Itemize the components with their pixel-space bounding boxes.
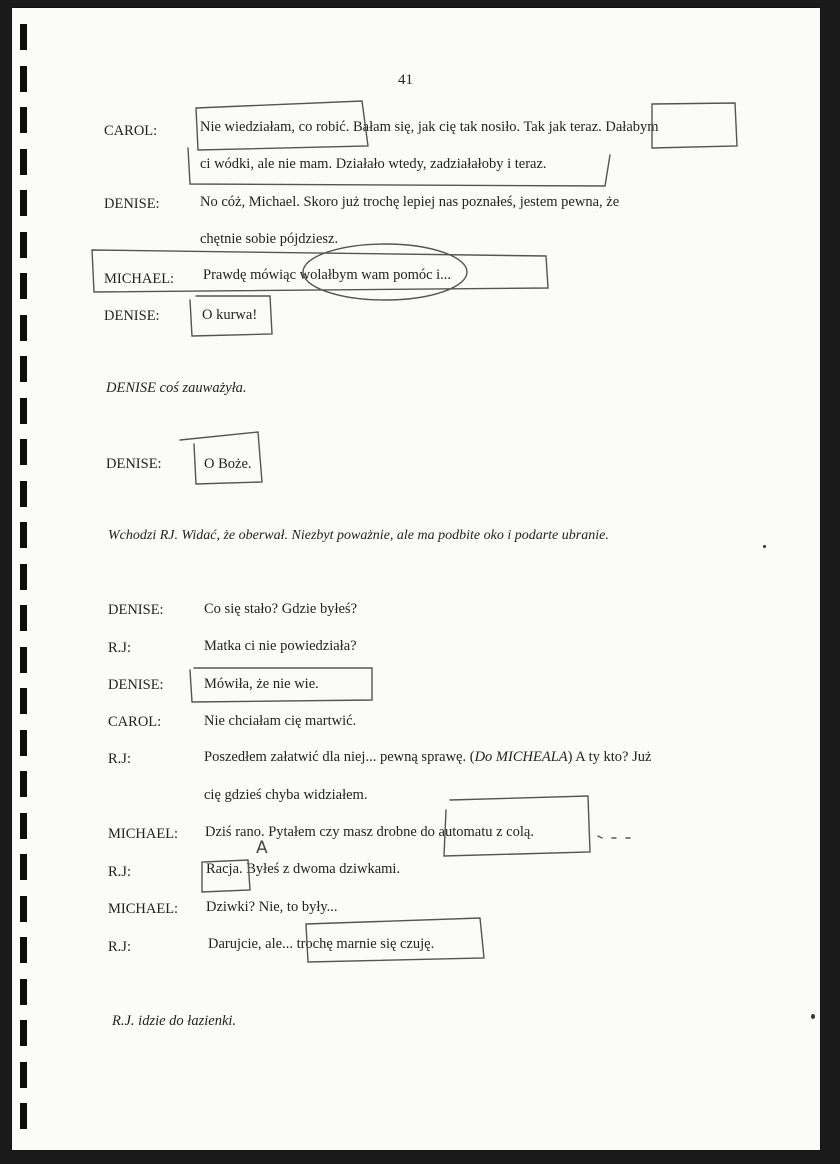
- dialogue-line: Mówiła, że nie wie.: [204, 676, 319, 692]
- speaker-label: DENISE:: [108, 677, 164, 693]
- binding-hole: [20, 813, 27, 839]
- stage-direction: DENISE coś zauważyła.: [106, 380, 247, 396]
- speaker-label: DENISE:: [108, 602, 164, 618]
- speaker-label: MICHAEL:: [104, 271, 175, 287]
- speaker-label: DENISE:: [104, 196, 160, 212]
- binding-hole: [20, 854, 27, 880]
- speaker-label: R.J:: [108, 751, 131, 767]
- speaker-label: R.J:: [108, 939, 131, 955]
- binding-hole: [20, 647, 27, 673]
- dialogue-text: ) A ty kto? Już: [567, 749, 652, 765]
- paper-speck: [763, 545, 766, 548]
- binding-hole: [20, 24, 27, 50]
- binding-hole: [20, 771, 27, 797]
- binding-hole: [20, 896, 27, 922]
- dialogue-line: Nie chciałam cię martwić.: [204, 713, 357, 729]
- binding-hole: [20, 315, 27, 341]
- dialogue-line: No cóż, Michael. Skoro już trochę lepiej nas poznałeś, jestem pewna, że: [200, 194, 620, 210]
- script-page: [12, 8, 820, 1150]
- dialogue-line: cię gdzieś chyba widziałem.: [204, 787, 368, 803]
- binding-hole: [20, 232, 27, 258]
- binding-hole: [20, 398, 27, 424]
- dialogue-line: O kurwa!: [202, 307, 258, 323]
- speaker-label: MICHAEL:: [108, 901, 179, 917]
- binding-hole: [20, 937, 27, 963]
- binding-hole: [20, 730, 27, 756]
- dialogue-line: Nie wiedziałam, co robić. Bałam się, jak cię tak nosiło. Tak jak teraz. Dałabym: [200, 119, 659, 135]
- speaker-label: DENISE:: [104, 308, 160, 324]
- speaker-label: R.J:: [108, 640, 131, 656]
- speaker-label: DENISE:: [106, 456, 162, 472]
- dialogue-line: O Boże.: [204, 456, 252, 472]
- speaker-label: CAROL:: [108, 714, 162, 730]
- dialogue-line: Racja. Byłeś z dwoma dziwkami.: [206, 861, 401, 877]
- dialogue-line: Co się stało? Gdzie byłeś?: [204, 601, 358, 617]
- binding-hole: [20, 605, 27, 631]
- dialogue-line: chętnie sobie pójdziesz.: [200, 231, 339, 247]
- binding-hole: [20, 66, 27, 92]
- stage-direction: Wchodzi RJ. Widać, że oberwał. Niezbyt poważnie, ale ma podbite oko i podarte ubranie.: [108, 528, 609, 543]
- stage-direction: R.J. idzie do łazienki.: [112, 1013, 237, 1029]
- binding-hole: [20, 356, 27, 382]
- speaker-label: CAROL:: [104, 123, 158, 139]
- binding-hole: [20, 1020, 27, 1046]
- dialogue-line: Dziś rano. Pytałem czy masz drobne do automatu z colą.: [205, 824, 534, 840]
- speaker-label: R.J:: [108, 864, 131, 880]
- binding-hole: [20, 273, 27, 299]
- binding-hole: [20, 190, 27, 216]
- binding-hole: [20, 1062, 27, 1088]
- paper-speck: [811, 1014, 815, 1019]
- binding-hole: [20, 149, 27, 175]
- speaker-label: MICHAEL:: [108, 826, 179, 842]
- binding-hole: [20, 522, 27, 548]
- binding-hole: [20, 979, 27, 1005]
- dialogue-line: [204, 749, 651, 766]
- binding-hole: [20, 564, 27, 590]
- inline-stage-direction: Do MICHEALA: [474, 749, 568, 765]
- dialogue-line: ci wódki, ale nie mam. Działało wtedy, zadziałałoby i teraz.: [200, 156, 547, 172]
- dialogue-line: Prawdę mówiąc wolałbym wam pomóc i...: [203, 267, 452, 283]
- dialogue-line: Matka ci nie powiedziała?: [204, 638, 357, 654]
- handwritten-letter: A: [256, 838, 268, 858]
- page-number: 41: [398, 72, 413, 88]
- binding-hole: [20, 688, 27, 714]
- binding-hole: [20, 439, 27, 465]
- binding-hole: [20, 107, 27, 133]
- dialogue-text: Poszedłem załatwić dla niej... pewną sprawę. (: [204, 749, 475, 765]
- dialogue-line: Dziwki? Nie, to były...: [206, 899, 338, 915]
- dialogue-line: Darujcie, ale... trochę marnie się czuję.: [208, 936, 435, 952]
- binding-hole: [20, 481, 27, 507]
- binding-hole: [20, 1103, 27, 1129]
